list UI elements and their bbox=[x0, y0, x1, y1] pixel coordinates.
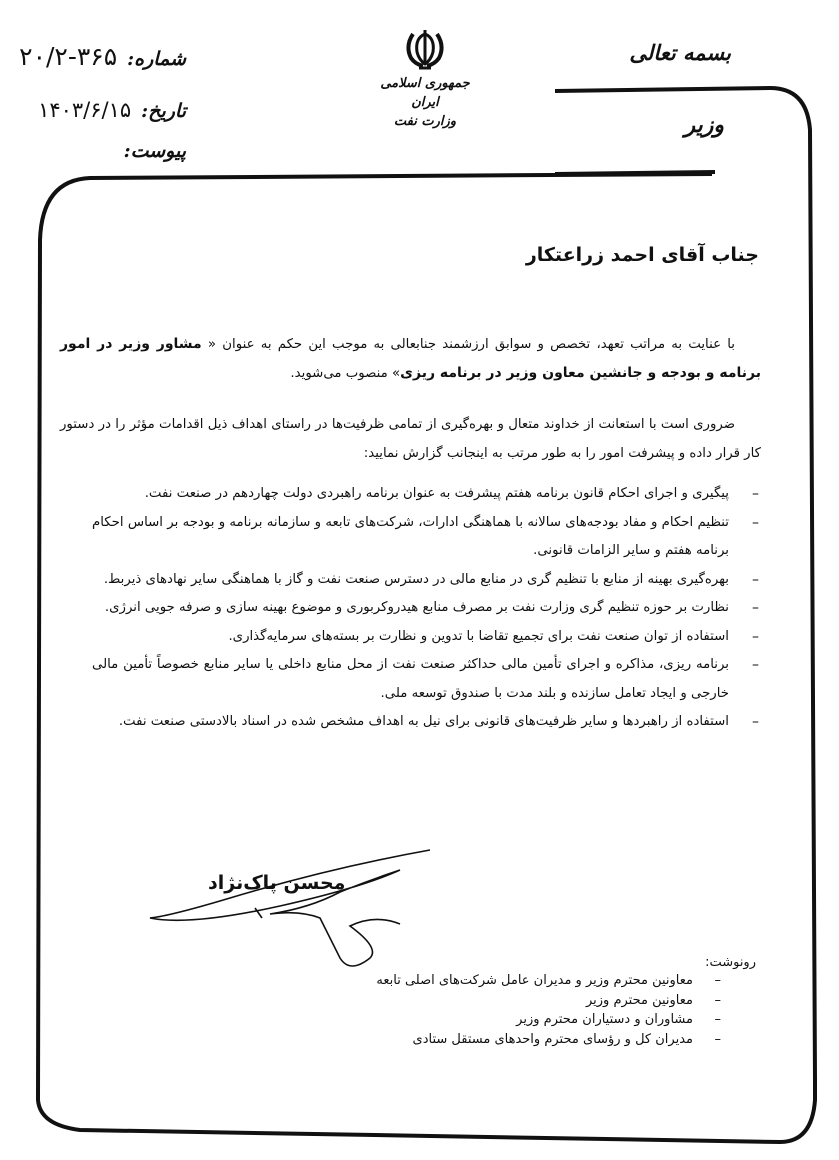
signatory-name: محسن پاک‌نژاد bbox=[208, 872, 346, 894]
cc-list bbox=[376, 971, 721, 1049]
list-item: – استفاده از توان صنعت نفت برای تجمیع تقاضا با تدوین و نظارت بر بسته‌های سرمایه‌گذاری. bbox=[228, 628, 759, 645]
letter-attachment bbox=[114, 140, 186, 162]
minister-underline bbox=[555, 172, 715, 174]
salutation: جناب آقای احمد زراعتکار bbox=[525, 244, 759, 266]
bismillah: بسمه تعالی bbox=[629, 40, 731, 65]
appointment-title: مشاور وزیر در امور برنامه و بودجه و جانشین معاون وزیر در برنامه ریزی bbox=[60, 336, 761, 381]
emblem-country: جمهوری اسلامی ایران bbox=[380, 76, 470, 110]
ministry-emblem-block bbox=[370, 28, 480, 131]
directive-text: ضروری است با استعانت از خداوند متعال و بهره‌گیری از تمامی ظرفیت‌ها در راستای اهداف ذیل اقدامات مؤثر را در دستور کار قرار داده و پیشرفت امور را به طور مرتب به اینجانب گزارش نمایید: bbox=[60, 417, 761, 461]
list-item: – بهره‌گیری بهینه از منابع با تنظیم گری در منابع مالی در دسترس صنعت نفت و گاز با هماهنگی سایر نهادهای ذیربط. bbox=[103, 571, 759, 588]
intro-text: با عنایت به مراتب تعهد، تخصص و سوابق ارزشمند جنابعالی به موجب این حکم به عنوان « bbox=[201, 337, 735, 352]
number-label: شماره: bbox=[127, 48, 186, 70]
issuer-title: وزیر bbox=[684, 112, 724, 138]
number-value: ۲۰/۲-۳۶۵ bbox=[19, 42, 118, 71]
signature-scribble bbox=[130, 848, 450, 978]
list-item: – نظارت بر حوزه تنظیم گری وزارت نفت بر مصرف منابع هیدروکربوری و موضوع بهینه سازی و صرفه جویی انرژی. bbox=[104, 600, 759, 616]
list-item: – استفاده از راهبردها و سایر ظرفیت‌های قانونی برای نیل به اهداف مشخص شده در اسناد بالادستی صنعت نفت. bbox=[118, 714, 759, 730]
letter-date bbox=[38, 98, 186, 122]
letter-number bbox=[19, 42, 186, 71]
emblem-ministry: وزارت نفت bbox=[393, 114, 457, 129]
cc-recipient: – مشاوران و دستیاران محترم وزیر bbox=[516, 1012, 721, 1027]
list-item: – برنامه ریزی، مذاکره و اجرای تأمین مالی حداکثر صنعت نفت از محل منابع داخلی یا سایر منابع خصوصاً تأمین مالی خارجی و ایجاد تعامل سازنده و بلند مدت با صندوق توسعه ملی. bbox=[92, 657, 759, 701]
duties-list bbox=[92, 480, 761, 737]
list-item: – تنظیم احکام و مفاد بودجه‌های سالانه با هماهنگی ادارات، شرکت‌های تابعه و سازمانه برنامه و بودجه بر اساس احکام برنامه هفتم و سایر الزامات قانونی. bbox=[92, 514, 759, 558]
directive-paragraph bbox=[60, 410, 761, 468]
cc-recipient: – معاونین محترم وزیر و مدیران عامل شرکت‌های اصلی تابعه bbox=[376, 973, 721, 988]
list-item: – پیگیری و اجرای احکام قانون برنامه هفتم پیشرفت به عنوان برنامه راهبردی دولت چهاردهم در صنعت نفت. bbox=[144, 486, 759, 502]
cc-recipient: – مدیران کل و رؤسای محترم واحدهای مستقل ستادی bbox=[412, 1031, 721, 1047]
date-value: ۱۴۰۳/۶/۱۵ bbox=[38, 98, 132, 122]
attachment-label: پیوست: bbox=[123, 140, 186, 162]
cc-title: رونوشت: bbox=[705, 955, 756, 970]
date-label: تاریخ: bbox=[141, 100, 186, 122]
cc-recipient: – معاونین محترم وزیر bbox=[585, 992, 721, 1008]
iran-emblem-icon bbox=[403, 28, 447, 70]
intro-paragraph bbox=[60, 330, 761, 388]
intro-end: » منصوب می‌شوید. bbox=[290, 366, 401, 381]
